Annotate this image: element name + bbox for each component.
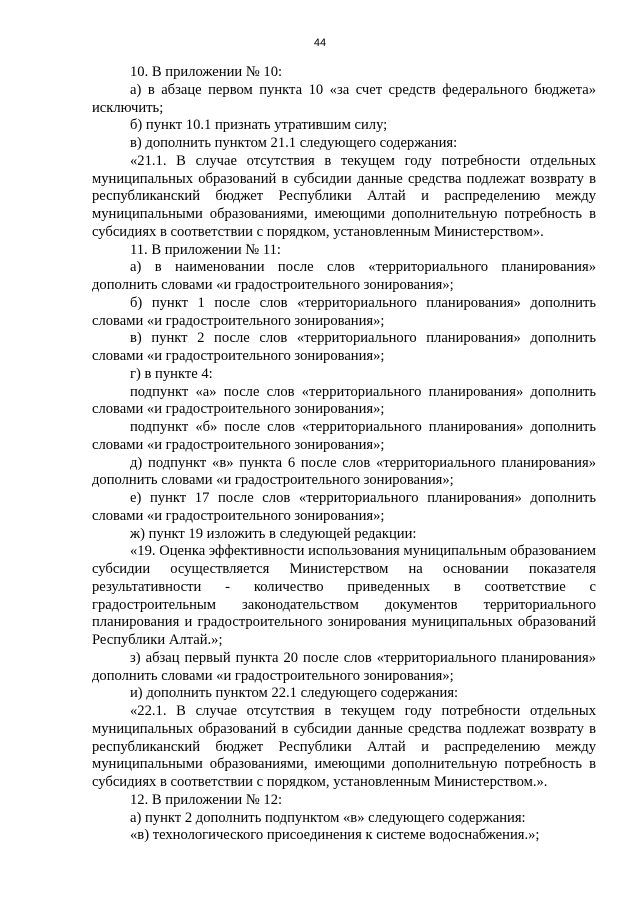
paragraph-11-e: е) пункт 17 после слов «территориального планирования» дополнить словами «и градостроительного зонирования»; [92, 490, 596, 524]
subparagraph-a: подпункт «а» после слов «территориального планирования» дополнить словами «и градостроительного зонирования»; [92, 383, 596, 418]
paragraph-11-d: д) подпункт «в» пункта 6 после слов «территориального планирования» дополнить словами «и градостроительного зонирования»; [92, 454, 596, 489]
subparagraph-b: подпункт «б» после слов «территориального планирования» дополнить словами «и градостроительного зонирования»; [92, 419, 596, 453]
paragraph-10-b: б) пункт 10.1 признать утратившим силу; [130, 117, 388, 134]
paragraph-10-v: в) дополнить пунктом 21.1 следующего содержания: [130, 135, 458, 151]
paragraph-10: 10. В приложении № 10: [130, 64, 283, 80]
paragraph-10-a: а) в абзаце первом пункта 10 «за счет средств федерального бюджета» исключить; [92, 81, 596, 116]
paragraph-11: 11. В приложении № 11: [130, 241, 281, 258]
paragraph-12: 12. В приложении № 12: [130, 791, 283, 808]
paragraph-11-z: з) абзац первый пункта 20 после слов «территориального планирования» дополнить словами «и градостроительного зонирования»; [92, 649, 596, 684]
paragraph-12-v-quote: «в) технологического присоединения к системе водоснабжения.»; [130, 827, 540, 844]
paragraph-11-g: г) в пункте 4: [130, 365, 213, 382]
paragraph-22-1-quote: «22.1. В случае отсутствия в текущем году потребности отдельных муниципальных образований в субсидии данные средства подлежат возврату в республиканский бюджет Республики Алтай и распределению между муниципальными образованиями, имеющими дополнительную потребность в субсидиях в соответствии с порядком, установленным Министерством.». [92, 703, 596, 790]
paragraph-12-a: а) пункт 2 дополнить подпунктом «в» следующего содержания: [130, 809, 526, 826]
paragraph-11-b: б) пункт 1 после слов «территориального планирования» дополнить словами «и градостроительного зонирования»; [92, 294, 596, 329]
paragraph-19-quote: «19. Оценка эффективности использования муниципальным образованием субсидии осуществляется Министерством на основании показателя результативности - количество приведенных в соответствие с градостроительным законодательством документов территориального планирования и градостроительного зонирования муниципальных образований Республики Алтай.»; [92, 543, 596, 648]
paragraph-11-zh: ж) пункт 19 изложить в следующей редакции: [130, 525, 417, 542]
document-body [92, 64, 596, 845]
paragraph-11-a: а) в наименовании после слов «территориального планирования» дополнить словами «и градостроительного зонирования»; [92, 259, 596, 293]
paragraph-21-1-quote: «21.1. В случае отсутствия в текущем году потребности отдельных муниципальных образований в субсидии данные средства подлежат возврату в республиканский бюджет Республики Алтай и распределению между муниципальными образованиями, имеющими дополнительную потребность в субсидиях в соответствии с порядком, установленным Министерством». [92, 152, 596, 240]
page-number: 44 [313, 37, 327, 49]
paragraph-11-v: в) пункт 2 после слов «территориального планирования» дополнить словами «и градостроительного зонирования»; [92, 330, 596, 364]
paragraph-11-i: и) дополнить пунктом 22.1 следующего содержания: [130, 685, 459, 702]
